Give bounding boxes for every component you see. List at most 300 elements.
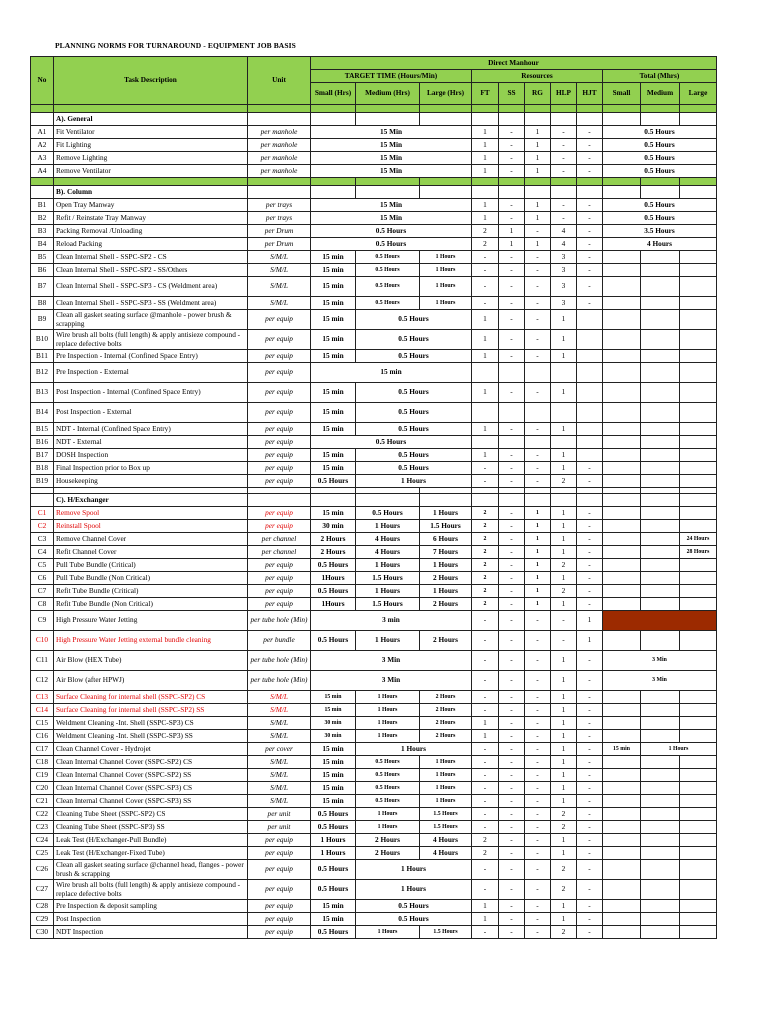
target-medium: 1 Hours [356,704,420,717]
resource-ss: - [499,533,525,546]
target-large: 2 Hours [420,691,472,704]
target-small: 15 min [311,782,356,795]
task-description: Pull Tube Bundle (Non Critical) [54,572,248,585]
target-time: 15 min [311,363,472,383]
total-medium [641,880,680,900]
resource-ss: - [499,860,525,880]
total-small [603,507,641,520]
total-medium [641,310,680,330]
total-medium [641,436,680,449]
resource-ft: - [472,769,499,782]
table-row [31,350,717,363]
table-row [31,808,717,821]
empty-cell [641,186,680,199]
resource-ss: - [499,743,525,756]
task-unit: S/M/L [248,782,311,795]
target-large: 1.5 Hours [420,926,472,939]
target-small: 15 min [311,795,356,808]
resource-ft: 1 [472,212,499,225]
resource-ft: 1 [472,423,499,436]
task-number: C23 [31,821,54,834]
target-small: 15 min [311,264,356,277]
resource-ft: - [472,926,499,939]
empty-cell [551,178,577,186]
empty-cell [356,178,420,186]
resource-rg: - [525,297,551,310]
task-description: Final Inspection prior to Box up [54,462,248,475]
resource-ft: 1 [472,730,499,743]
total-mhrs: 0.5 Hours [603,152,717,165]
task-description: Pre Inspection - External [54,363,248,383]
resource-hjt: - [577,717,603,730]
header-large: Large (Hrs) [420,83,472,105]
table-row [31,383,717,403]
table-row [31,403,717,423]
resource-rg: - [525,704,551,717]
total-large [680,631,717,651]
empty-cell [641,113,680,126]
resource-hjt: - [577,212,603,225]
table-row [31,671,717,691]
resource-ft: 2 [472,225,499,238]
section-band [31,105,717,113]
resource-hlp: 2 [551,821,577,834]
task-number: B8 [31,297,54,310]
target-large: 1 Hours [420,585,472,598]
resource-rg: 1 [525,212,551,225]
resource-rg: - [525,926,551,939]
resource-rg: - [525,462,551,475]
resource-ft: 1 [472,310,499,330]
task-unit: S/M/L [248,769,311,782]
table-row [31,860,717,880]
target-medium: 1 Hours [356,631,420,651]
header-total-small: Small [603,83,641,105]
resource-ft: - [472,251,499,264]
empty-cell [525,186,551,199]
resource-rg: 1 [525,520,551,533]
task-description: Housekeeping [54,475,248,488]
table-row [31,651,717,671]
resource-hjt: - [577,782,603,795]
resource-ft: - [472,691,499,704]
task-description: Weldment Cleaning -Int. Shell (SSPC-SP3) SS [54,730,248,743]
table-row [31,926,717,939]
total-small [603,847,641,860]
target-small: 0.5 Hours [311,585,356,598]
resource-hjt: - [577,926,603,939]
total-small [603,310,641,330]
task-description: Surface Cleaning for internal shell (SSPC-SP2) SS [54,704,248,717]
resource-hlp: 1 [551,350,577,363]
total-medium [641,631,680,651]
task-unit: per equip [248,436,311,449]
target-small: 30 min [311,730,356,743]
resource-hjt: - [577,821,603,834]
total-medium [641,598,680,611]
total-large [680,449,717,462]
target-medium: 1 Hours [356,808,420,821]
task-unit: per equip [248,572,311,585]
empty-cell [356,186,420,199]
task-number: C1 [31,507,54,520]
target-large: 7 Hours [420,546,472,559]
empty-cell [499,178,525,186]
task-description: Cleaning Tube Sheet (SSPC-SP3) SS [54,821,248,834]
task-number: C3 [31,533,54,546]
total-mhrs: 0.5 Hours [603,165,717,178]
resource-ss [499,403,525,423]
task-number: B19 [31,475,54,488]
empty-cell [525,113,551,126]
total-medium [641,585,680,598]
resource-hjt [577,436,603,449]
total-medium [641,704,680,717]
task-number: B1 [31,199,54,212]
task-number: C9 [31,611,54,631]
resource-hjt [577,310,603,330]
task-number: C12 [31,671,54,691]
empty-cell [356,113,420,126]
table-row [31,449,717,462]
total-large [680,475,717,488]
resource-ft: 2 [472,598,499,611]
resource-hlp: - [551,199,577,212]
resource-hlp: 2 [551,926,577,939]
resource-hlp: 1 [551,691,577,704]
total-large [680,847,717,860]
total-medium [641,423,680,436]
target-large: 2 Hours [420,717,472,730]
empty-cell [472,186,499,199]
resource-hjt [577,449,603,462]
total-mhrs: 0.5 Hours [603,126,717,139]
resource-rg [525,363,551,383]
total-large [680,436,717,449]
total-large [680,572,717,585]
task-number: B5 [31,251,54,264]
target-medium-large: 0.5 Hours [356,462,472,475]
target-small: 15 min [311,383,356,403]
total-large [680,821,717,834]
resource-hlp: 3 [551,277,577,297]
resource-ft: - [472,704,499,717]
resource-ft: 1 [472,350,499,363]
target-large: 1 Hours [420,756,472,769]
resource-ft [472,363,499,383]
resource-ss: - [499,691,525,704]
target-time: 0.5 Hours [311,238,472,251]
empty-cell [472,494,499,507]
task-description: DOSH Inspection [54,449,248,462]
task-description: Air Blow (HEX Tube) [54,651,248,671]
empty-cell [680,186,717,199]
total-small [603,264,641,277]
total-small [603,880,641,900]
resource-ss: - [499,559,525,572]
resource-rg: 1 [525,559,551,572]
target-small: 2 Hours [311,533,356,546]
total-large [680,585,717,598]
resource-ss: - [499,880,525,900]
resource-hjt: - [577,704,603,717]
task-description: Packing Removal /Unloading [54,225,248,238]
resource-ss: - [499,730,525,743]
task-unit: per tube hole (Min) [248,611,311,631]
resource-ft: 2 [472,507,499,520]
total-small [603,900,641,913]
resource-rg: 1 [525,598,551,611]
empty-cell [603,494,641,507]
task-description: Surface Cleaning for internal shell (SSPC-SP2) CS [54,691,248,704]
empty-cell [603,186,641,199]
task-number: C15 [31,717,54,730]
task-description: Remove Ventilator [54,165,248,178]
task-unit: per equip [248,330,311,350]
empty-cell [680,494,717,507]
empty-cell [311,105,356,113]
target-medium: 0.5 Hours [356,795,420,808]
target-medium-large: 0.5 Hours [356,310,472,330]
task-number: B9 [31,310,54,330]
resource-ft: 1 [472,383,499,403]
resource-ss: - [499,507,525,520]
total-medium-large: 1 Hours [641,743,717,756]
empty-cell [499,186,525,199]
task-description: Clean Internal Shell - SSPC-SP2 - CS [54,251,248,264]
total-medium [641,520,680,533]
empty-cell [54,105,248,113]
total-small [603,330,641,350]
resource-ft: - [472,795,499,808]
target-medium: 1 Hours [356,821,420,834]
resource-ss: - [499,126,525,139]
target-large: 1 Hours [420,507,472,520]
total-medium [641,251,680,264]
task-unit: per bundle [248,631,311,651]
task-number: C26 [31,860,54,880]
resource-hlp: 4 [551,225,577,238]
target-large: 1 Hours [420,297,472,310]
resource-hjt: - [577,585,603,598]
resource-hjt: 1 [577,611,603,631]
table-row [31,126,717,139]
resource-ss: - [499,717,525,730]
resource-rg: - [525,310,551,330]
table-row [31,743,717,756]
task-unit: per equip [248,475,311,488]
section-header [31,186,717,199]
task-description: NDT - Internal (Confined Space Entry) [54,423,248,436]
task-description: NDT - External [54,436,248,449]
resource-ft: 1 [472,152,499,165]
resource-hjt: - [577,199,603,212]
resource-hlp: 1 [551,769,577,782]
resource-ss: - [499,847,525,860]
resource-rg: - [525,475,551,488]
total-large [680,520,717,533]
task-unit: per equip [248,834,311,847]
resource-hlp: 1 [551,533,577,546]
task-unit: per equip [248,310,311,330]
total-large [680,756,717,769]
resource-hjt: - [577,691,603,704]
task-unit: per Drum [248,225,311,238]
resource-rg: - [525,251,551,264]
resource-ss: - [499,520,525,533]
header-total: Total (Mhrs) [603,70,717,83]
total-small [603,475,641,488]
task-number: B13 [31,383,54,403]
target-medium-large: 0.5 Hours [356,383,472,403]
resource-ft: - [472,277,499,297]
resource-hjt: - [577,507,603,520]
empty-cell [420,113,472,126]
task-unit: per equip [248,449,311,462]
total-small [603,297,641,310]
resource-ft: 1 [472,139,499,152]
header-total-large: Large [680,83,717,105]
resource-ft: 2 [472,572,499,585]
target-small: 15 min [311,277,356,297]
resource-rg: - [525,277,551,297]
task-unit: per trays [248,199,311,212]
target-time: 15 Min [311,139,472,152]
target-medium: 1.5 Hours [356,598,420,611]
table-row [31,330,717,350]
table-row [31,611,717,631]
table-row [31,139,717,152]
task-number: C30 [31,926,54,939]
target-small: 15 min [311,913,356,926]
resource-hlp: 2 [551,808,577,821]
task-description: Post Inspection [54,913,248,926]
resource-hlp: 1 [551,462,577,475]
resource-ss: - [499,546,525,559]
resource-hjt: - [577,139,603,152]
task-number: C28 [31,900,54,913]
total-small [603,383,641,403]
task-description: Refit Tube Bundle (Critical) [54,585,248,598]
task-description: Weldment Cleaning -Int. Shell (SSPC-SP3) CS [54,717,248,730]
total-large [680,251,717,264]
resource-hlp [551,436,577,449]
resource-hlp: 1 [551,782,577,795]
total-small [603,782,641,795]
target-time: 15 Min [311,199,472,212]
empty-cell [499,494,525,507]
resource-hjt: - [577,756,603,769]
total-large [680,691,717,704]
resource-rg: 1 [525,533,551,546]
empty-cell [551,113,577,126]
table-row [31,900,717,913]
task-number: C29 [31,913,54,926]
empty-cell [525,494,551,507]
total-small [603,462,641,475]
resource-rg: 1 [525,507,551,520]
resource-rg: - [525,730,551,743]
resource-hjt: - [577,225,603,238]
empty-cell [499,113,525,126]
resource-ss: - [499,449,525,462]
task-description: Reload Packing [54,238,248,251]
task-unit: S/M/L [248,756,311,769]
target-large: 1.5 Hours [420,808,472,821]
header-hjt: HJT [577,83,603,105]
task-unit: per equip [248,383,311,403]
total-medium [641,834,680,847]
resource-hjt [577,363,603,383]
resource-hlp: - [551,611,577,631]
table-row [31,436,717,449]
task-number: C7 [31,585,54,598]
section-title: B). Column [54,186,248,199]
total-small [603,795,641,808]
resource-hjt: - [577,860,603,880]
resource-hlp: - [551,139,577,152]
resource-ft: 2 [472,834,499,847]
resource-rg: 1 [525,572,551,585]
resource-hjt: - [577,913,603,926]
target-small: 1Hours [311,598,356,611]
resource-ss: - [499,782,525,795]
empty-cell [680,113,717,126]
header-ss: SS [499,83,525,105]
resource-rg: - [525,264,551,277]
resource-hjt: - [577,559,603,572]
task-unit: per equip [248,585,311,598]
section-header [31,494,717,507]
resource-hlp: 1 [551,598,577,611]
target-medium: 0.5 Hours [356,769,420,782]
resource-ss: - [499,913,525,926]
total-medium [641,507,680,520]
task-unit: per unit [248,808,311,821]
target-large: 2 Hours [420,631,472,651]
total-mhrs: 4 Hours [603,238,717,251]
target-small: 0.5 Hours [311,926,356,939]
empty-cell [577,113,603,126]
total-mhrs: 3 Min [603,671,717,691]
resource-ft: - [472,297,499,310]
target-small: 15 min [311,743,356,756]
resource-ss: - [499,251,525,264]
header-direct-manhour: Direct Manhour [311,57,717,70]
target-medium-large: 0.5 Hours [356,330,472,350]
resource-hlp: 1 [551,730,577,743]
resource-ss: - [499,383,525,403]
task-unit: per unit [248,821,311,834]
task-description: Air Blow (after HPWJ) [54,671,248,691]
section-title: A). General [54,113,248,126]
resource-hlp: 1 [551,756,577,769]
resource-ss: 1 [499,225,525,238]
resource-hjt: - [577,808,603,821]
task-unit: per cover [248,743,311,756]
task-description: Pre Inspection - Internal (Confined Space Entry) [54,350,248,363]
table-row [31,782,717,795]
target-large: 1 Hours [420,769,472,782]
target-small: 15 min [311,403,356,423]
empty-cell [577,494,603,507]
empty-cell [641,494,680,507]
target-medium: 0.5 Hours [356,756,420,769]
empty-cell [311,113,356,126]
empty-cell [420,186,472,199]
task-number: B14 [31,403,54,423]
task-number: C13 [31,691,54,704]
